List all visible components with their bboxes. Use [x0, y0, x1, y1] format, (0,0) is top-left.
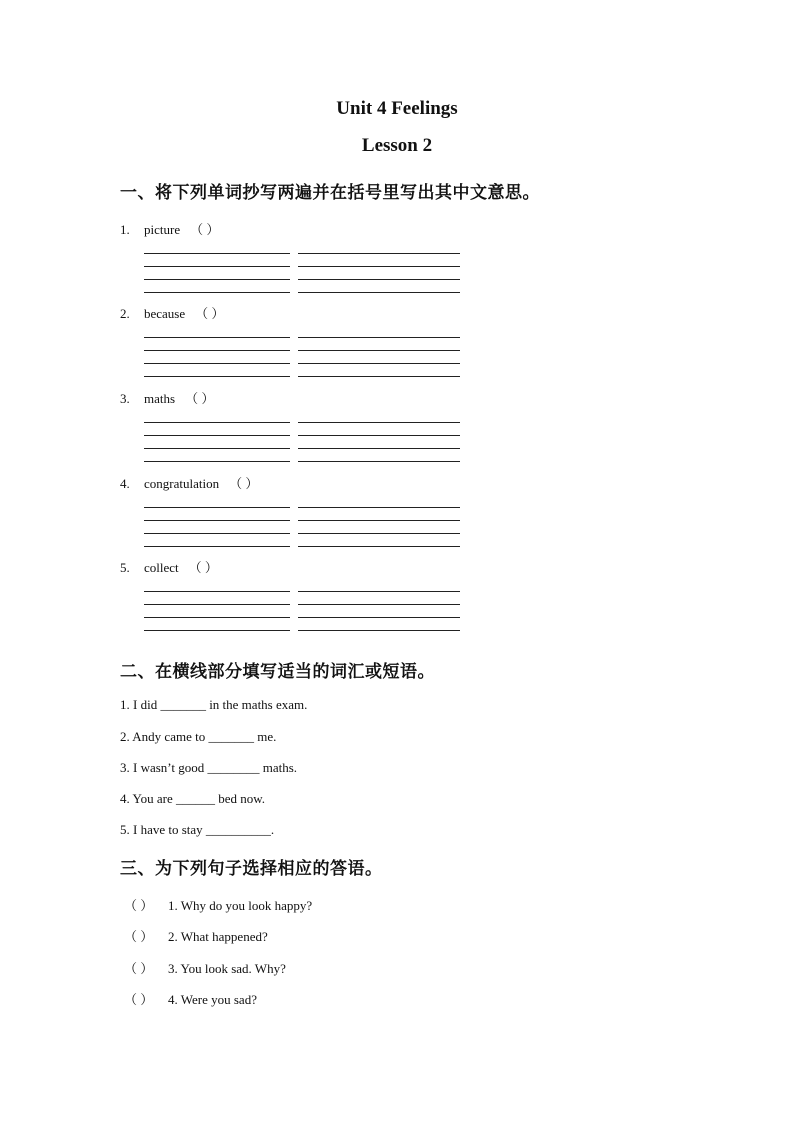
- section1-heading: 一、将下列单词抄写两遍并在括号里写出其中文意思。: [120, 183, 540, 203]
- writing-line[interactable]: [144, 520, 290, 521]
- writing-line[interactable]: [298, 507, 460, 508]
- page-title: Unit 4 Feelings: [336, 98, 458, 119]
- meaning-brackets[interactable]: （ ）: [195, 306, 225, 321]
- writing-line[interactable]: [298, 422, 460, 423]
- fill-blank-sentence[interactable]: 4. You are ______ bed now.: [120, 791, 266, 806]
- writing-line[interactable]: [298, 461, 460, 462]
- writing-line[interactable]: [144, 546, 290, 547]
- word-item: [120, 219, 219, 238]
- writing-line[interactable]: [144, 435, 290, 436]
- meaning-brackets[interactable]: （ ）: [188, 560, 218, 575]
- writing-line[interactable]: [144, 507, 290, 508]
- writing-line[interactable]: [298, 279, 460, 280]
- writing-line[interactable]: [298, 520, 460, 521]
- section3-heading: 三、为下列句子选择相应的答语。: [120, 859, 383, 879]
- writing-line[interactable]: [144, 533, 290, 534]
- writing-line[interactable]: [298, 292, 460, 293]
- writing-line[interactable]: [298, 546, 460, 547]
- question-text: 2. What happened?: [168, 929, 268, 944]
- writing-line[interactable]: [298, 253, 460, 254]
- item-number: 3.: [120, 391, 130, 406]
- fill-blank-sentence[interactable]: 1. I did _______ in the maths exam.: [120, 697, 308, 712]
- choice-item: [124, 895, 312, 914]
- word-item: [120, 557, 218, 576]
- writing-line[interactable]: [144, 337, 290, 338]
- writing-line[interactable]: [144, 461, 290, 462]
- meaning-brackets[interactable]: （ ）: [185, 391, 215, 406]
- writing-line[interactable]: [298, 337, 460, 338]
- writing-line[interactable]: [298, 533, 460, 534]
- writing-line[interactable]: [298, 266, 460, 267]
- word-text: maths: [144, 391, 176, 406]
- item-number: 1.: [120, 222, 130, 237]
- writing-line[interactable]: [144, 279, 290, 280]
- writing-line[interactable]: [144, 376, 290, 377]
- answer-brackets[interactable]: （ ）: [124, 929, 154, 944]
- item-number: 5.: [120, 560, 130, 575]
- fill-blank-sentence[interactable]: 2. Andy came to _______ me.: [120, 729, 277, 744]
- writing-line[interactable]: [144, 292, 290, 293]
- word-item: [120, 388, 214, 407]
- question-text: 4. Were you sad?: [168, 992, 257, 1007]
- writing-line[interactable]: [144, 604, 290, 605]
- writing-line[interactable]: [144, 350, 290, 351]
- writing-line[interactable]: [298, 435, 460, 436]
- writing-line[interactable]: [298, 617, 460, 618]
- section2-heading: 二、在横线部分填写适当的词汇或短语。: [120, 662, 435, 682]
- question-text: 3. You look sad. Why?: [168, 961, 286, 976]
- item-number: 4.: [120, 476, 130, 491]
- writing-line[interactable]: [144, 591, 290, 592]
- answer-brackets[interactable]: （ ）: [124, 992, 154, 1007]
- word-item: [120, 473, 258, 492]
- answer-brackets[interactable]: （ ）: [124, 961, 154, 976]
- fill-blank-sentence[interactable]: 5. I have to stay __________.: [120, 822, 275, 837]
- writing-line[interactable]: [298, 591, 460, 592]
- meaning-brackets[interactable]: （ ）: [190, 222, 220, 237]
- choice-item: [124, 926, 268, 945]
- choice-item: [124, 958, 286, 977]
- writing-line[interactable]: [298, 350, 460, 351]
- word-text: because: [144, 306, 186, 321]
- fill-blank-sentence[interactable]: 3. I wasn’t good ________ maths.: [120, 760, 298, 775]
- choice-item: [124, 989, 257, 1008]
- word-text: congratulation: [144, 476, 220, 491]
- writing-line[interactable]: [298, 448, 460, 449]
- writing-line[interactable]: [144, 363, 290, 364]
- lesson-subtitle: Lesson 2: [361, 135, 433, 156]
- word-text: picture: [144, 222, 181, 237]
- writing-line[interactable]: [298, 630, 460, 631]
- writing-line[interactable]: [144, 448, 290, 449]
- writing-line[interactable]: [144, 266, 290, 267]
- item-number: 2.: [120, 306, 130, 321]
- writing-line[interactable]: [298, 363, 460, 364]
- writing-line[interactable]: [298, 376, 460, 377]
- writing-line[interactable]: [144, 617, 290, 618]
- question-text: 1. Why do you look happy?: [168, 898, 313, 913]
- writing-line[interactable]: [144, 630, 290, 631]
- answer-brackets[interactable]: （ ）: [124, 898, 154, 913]
- meaning-brackets[interactable]: （ ）: [229, 476, 259, 491]
- word-text: collect: [144, 560, 179, 575]
- writing-line[interactable]: [144, 422, 290, 423]
- writing-line[interactable]: [298, 604, 460, 605]
- word-item: [120, 303, 224, 322]
- writing-line[interactable]: [144, 253, 290, 254]
